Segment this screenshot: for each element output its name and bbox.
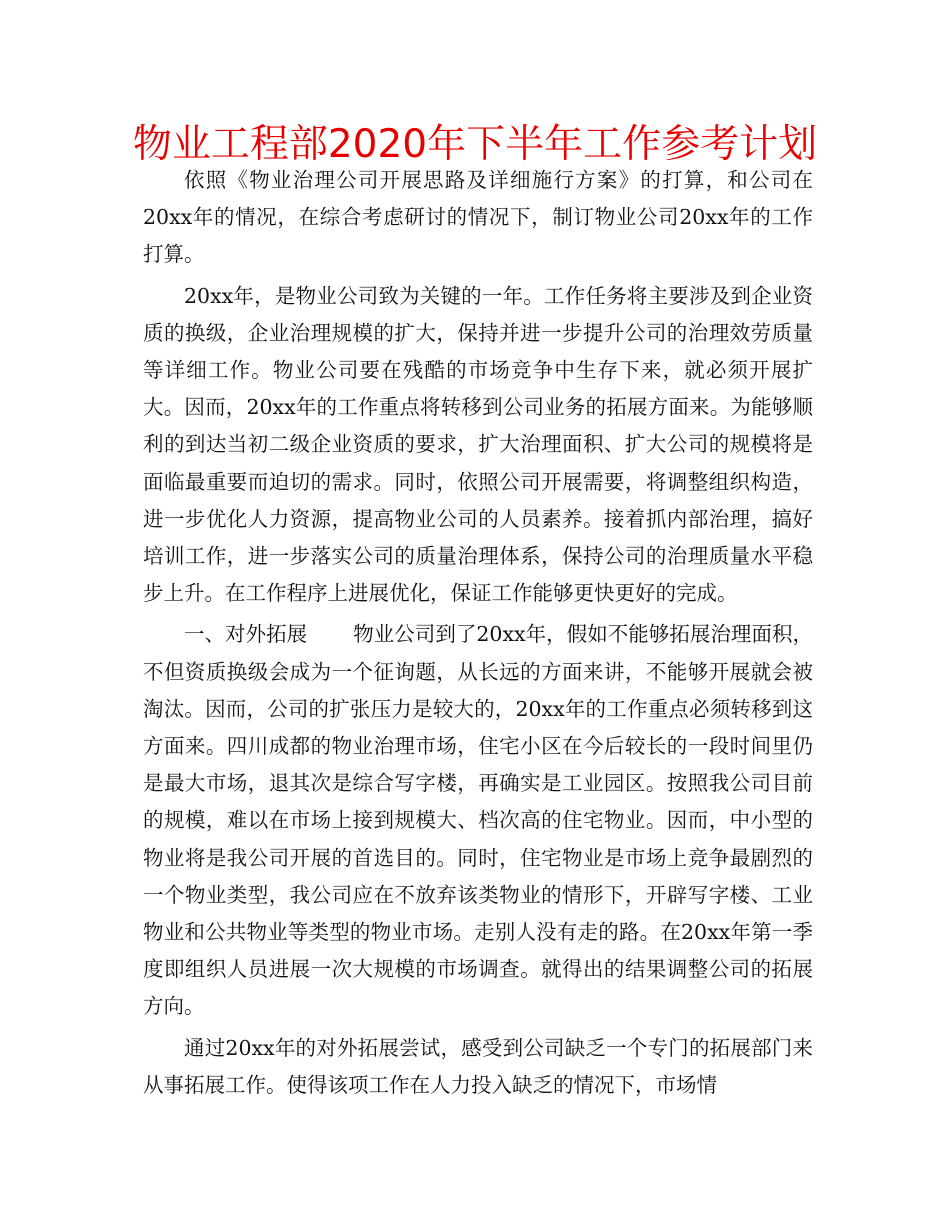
document-body — [143, 162, 813, 1108]
paragraph-external-expansion — [143, 616, 813, 1025]
paragraph-expansion-attempt: 通过20xx年的对外拓展尝试，感受到公司缺乏一个专门的拓展部门来从事拓展工作。使得该项工作在人力投入缺乏的情况下，市场情 — [143, 1035, 813, 1097]
document-title: 物业工程部2020年下半年工作参考计划 — [132, 122, 818, 167]
section-heading: 一、对外拓展 — [184, 622, 308, 647]
section-text: 物业公司到了20xx年，假如不能够拓展治理面积，不但资质换级会成为一个征询题，从长远的方面来讲，不能够开展就会被淘汰。因而，公司的扩张压力是较大的，20xx年的工作重点必须转移到这方面来。四川成都的物业治理市场，住宅小区在今后较长的一段时间里仍是最大市场，退其次是综合写字楼，再确实是工业园区。按照我公司目前的规模，难以在市场上接到规模大、档次高的住宅物业。因而，中小型的物业将是我公司开展的首选目的。同时，住宅物业是市场上竞争最剧烈的一个物业类型，我公司应在不放弃该类物业的情形下，开辟写字楼、工业物业和公共物业等类型的物业市场。走别人没有走的路。在20xx年第一季度即组织人员进展一次大规模的市场调查。就得出的结果调整公司的拓展方向。 — [143, 622, 814, 1019]
paragraph-intro: 依照《物业治理公司开展思路及详细施行方案》的打算，和公司在20xx年的情况，在综合考虑研讨的情况下，制订物业公司20xx年的工作打算。 — [143, 168, 813, 267]
paragraph-key-year: 20xx年，是物业公司致为关键的一年。工作任务将主要涉及到企业资质的换级，企业治理规模的扩大，保持并进一步提升公司的治理效劳质量等详细工作。物业公司要在残酷的市场竞争中生存下来，就必须开展扩大。因而，20xx年的工作重点将转移到公司业务的拓展方面来。为能够顺利的到达当初二级企业资质的要求，扩大治理面积、扩大公司的规模将是面临最重要而迫切的需求。同时，依照公司开展需要，将调整组织构造，进一步优化人力资源，提高物业公司的人员素养。接着抓内部治理，搞好培训工作，进一步落实公司的质量治理体系，保持公司的治理质量水平稳步上升。在工作程序上进展优化，保证工作能够更快更好的完成。 — [143, 283, 813, 606]
